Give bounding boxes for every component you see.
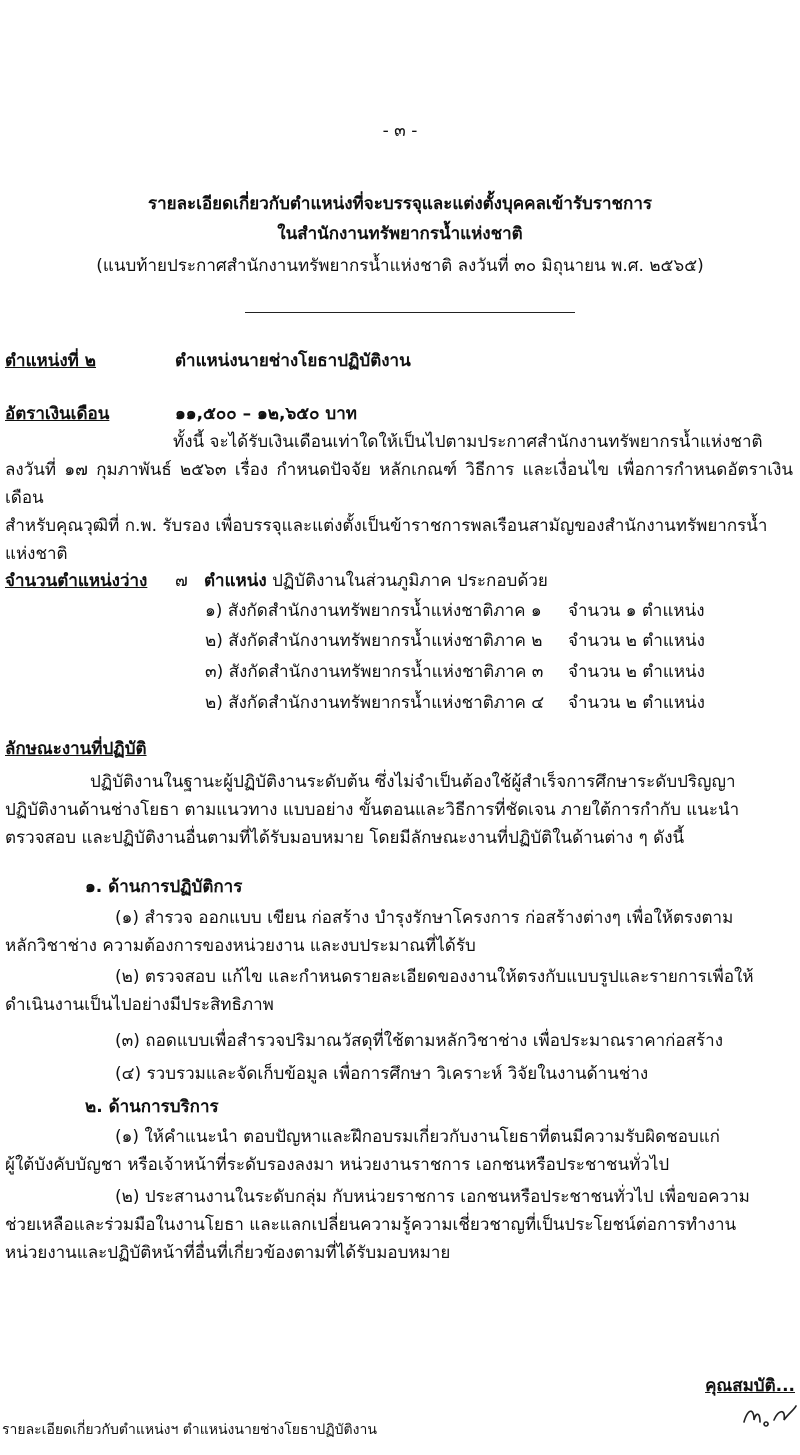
vacancies-unit: ตำแหน่ง — [204, 571, 267, 591]
vacancies-count: ๗ — [175, 571, 188, 591]
vacancy-count: จำนวน ๒ ตำแหน่ง — [568, 662, 705, 682]
section1-title: ๑. ด้านการปฏิบัติการ — [85, 877, 243, 897]
position-label: ตำแหน่งที่ ๒ — [5, 351, 97, 371]
vacancy-item: ๒) สังกัดสำนักงานทรัพยากรน้ำแห่งชาติภาค ๔ — [205, 693, 545, 713]
page-number: - ๓ - — [382, 121, 418, 141]
section2-item2: (๒) ประสานงานในระดับกลุ่ม กับหน่วยราชการ เอกชนหรือประชาชนทั่วไป เพื่อขอความ ช่วยเหลือและร่วมมือในงานโยธา และแลกเปลี่ยนความรู้ความเชี่ยวชาญที่เป็นประโยชน์ต่อการทำงาน หน่วยงานและปฏิบัติหน้าที่อื่นที่เกี่ยวข้องตามที่ได้รับมอบหมาย — [5, 1187, 750, 1263]
position-value: ตำแหน่งนายช่างโยธาปฏิบัติงาน — [175, 351, 411, 371]
section1-item1: (๑) สำรวจ ออกแบบ เขียน ก่อสร้าง บำรุงรักษาโครงการ ก่อสร้างต่างๆ เพื่อให้ตรงตาม หลักวิชาช่าง ความต้องการของหน่วยงาน และงบประมาณที่ได้รับ — [5, 908, 734, 956]
vacancy-item: ๒) สังกัดสำนักงานทรัพยากรน้ำแห่งชาติภาค ๒ — [205, 631, 543, 651]
section1-item4: (๔) รวบรวมและจัดเก็บข้อมูล เพื่อการศึกษา วิเคราะห์ วิจัยในงานด้านช่าง — [115, 1064, 649, 1084]
vacancies-label: จำนวนตำแหน่งว่าง — [5, 571, 148, 591]
section1-item2: (๒) ตรวจสอบ แก้ไข และกำหนดรายละเอียดของงานให้ตรงกับแบบรูปและรายการเพื่อให้ ดำเนินงานเป็นไปอย่างมีประสิทธิภาพ — [5, 967, 754, 1015]
section2-item1: (๑) ให้คำแนะนำ ตอบปัญหาและฝึกอบรมเกี่ยวกับงานโยธาที่ตนมีความรับผิดชอบแก่ ผู้ใต้บังคับบัญชา หรือเจ้าหน้าที่ระดับรองลงมา หน่วยงานราชการ เอกชนหรือประชาชนทั่วไป — [5, 1127, 720, 1175]
salary-label: อัตราเงินเดือน — [5, 404, 110, 424]
section2-title: ๒. ด้านการบริการ — [85, 1097, 219, 1117]
continued-marker: คุณสมบัติ... — [705, 1376, 795, 1396]
vacancy-count: จำนวน ๒ ตำแหน่ง — [568, 693, 705, 713]
salary-note: ทั้งนี้ จะได้รับเงินเดือนเท่าใดให้เป็นไปตามประกาศสำนักงานทรัพยากรน้ำแห่งชาติ ลงวันที่ ๑๗ กุมภาพันธ์ ๒๕๖๓ เรื่อง กำหนดปัจจัย หลักเกณฑ์ วิธีการ และเงื่อนไข เพื่อการกำหนดอัตราเงินเดือน สำหรับคุณวุฒิที่ ก.พ. รับรอง เพื่อบรรจุและแต่งตั้งเป็นข้าราชการพลเรือนสามัญของสำนักงานทรัพยากรน้ำ แห่งชาติ — [5, 432, 793, 564]
section1-item3: (๓) ถอดแบบเพื่อสำรวจปริมาณวัสดุที่ใช้ตามหลักวิชาช่าง เพื่อประมาณราคาก่อสร้าง — [115, 1031, 723, 1051]
initials-signature-icon — [740, 1400, 800, 1430]
page-footer: รายละเอียดเกี่ยวกับตำแหน่งฯ ตำแหน่งนายช่างโยธาปฏิบัติงาน — [2, 1422, 377, 1438]
title-divider — [245, 312, 575, 313]
vacancies-summary — [175, 570, 548, 592]
vacancy-count: จำนวน ๑ ตำแหน่ง — [568, 601, 705, 621]
vacancy-item: ๑) สังกัดสำนักงานทรัพยากรน้ำแห่งชาติภาค ๑ — [205, 601, 542, 621]
document-title-line2: ในสำนักงานทรัพยากรน้ำแห่งชาติ — [277, 224, 523, 244]
vacancy-item: ๓) สังกัดสำนักงานทรัพยากรน้ำแห่งชาติภาค ๓ — [205, 662, 544, 682]
duties-heading: ลักษณะงานที่ปฏิบัติ — [5, 739, 147, 759]
vacancy-count: จำนวน ๒ ตำแหน่ง — [568, 631, 705, 651]
salary-value: ๑๑,๕๐๐ – ๑๒,๖๕๐ บาท — [175, 404, 357, 424]
document-subtitle: (แนบท้ายประกาศสำนักงานทรัพยากรน้ำแห่งชาติ ลงวันที่ ๓๐ มิถุนายน พ.ศ. ๒๕๖๕) — [96, 256, 704, 276]
document-title-line1: รายละเอียดเกี่ยวกับตำแหน่งที่จะบรรจุและแต่งตั้งบุคคลเข้ารับราชการ — [147, 194, 653, 214]
vacancies-summary-text: ปฏิบัติงานในส่วนภูมิภาค ประกอบด้วย — [272, 571, 548, 591]
duties-intro: ปฏิบัติงานในฐานะผู้ปฏิบัติงานระดับต้น ซึ่งไม่จำเป็นต้องใช้ผู้สำเร็จการศึกษาระดับปริญญา ปฏิบัติงานด้านช่างโยธา ตามแนวทาง แบบอย่าง ขั้นตอนและวิธีการที่ชัดเจน ภายใต้การกำกับ แนะนำ ตรวจสอบ และปฏิบัติงานอื่นตามที่ได้รับมอบหมาย โดยมีลักษณะงานที่ปฏิบัติในด้านต่าง ๆ ดังนี้ — [5, 772, 740, 848]
